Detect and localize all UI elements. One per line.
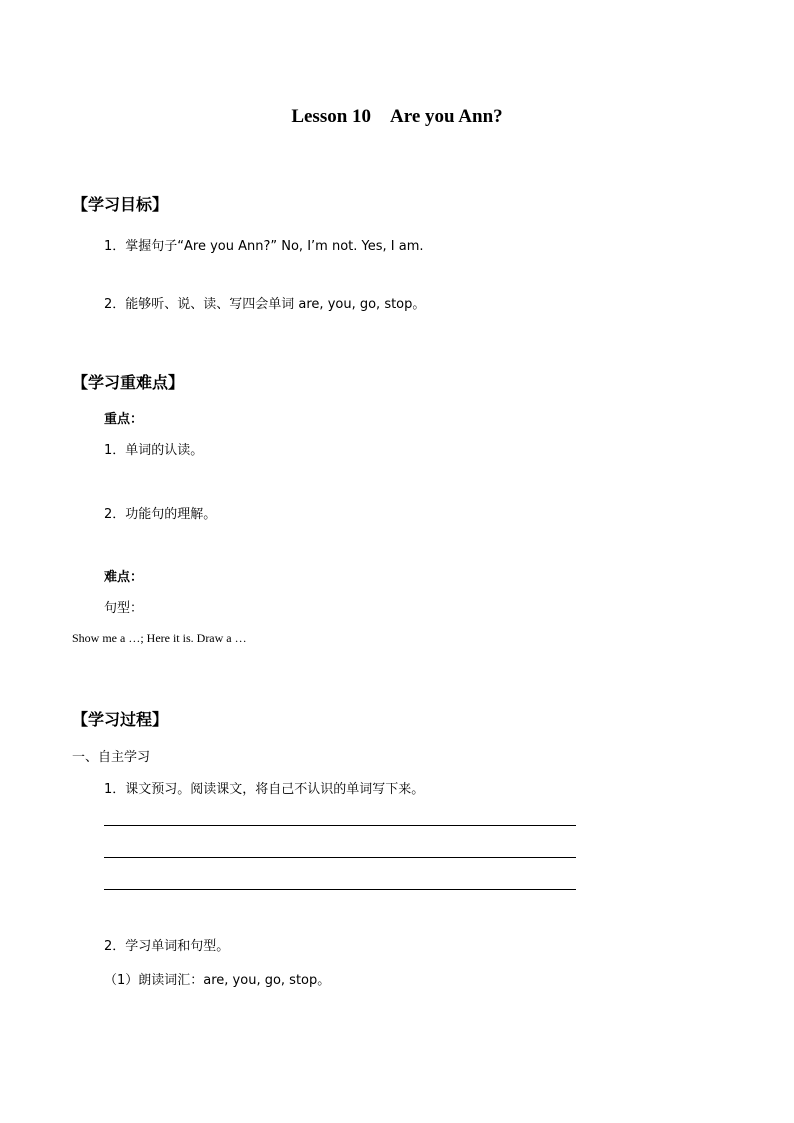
part-one-heading: 一、自主学习 [72,750,151,765]
step-2-sub-1: （1）朗读词汇：are, you, go, stop。 [104,973,331,988]
focus-item-2: 2．功能句的理解。 [104,507,217,522]
pattern-label: 句型： [104,601,144,616]
answer-line-3[interactable] [104,889,576,890]
answer-line-1[interactable] [104,825,576,826]
focus-label: 重点： [104,412,144,427]
section-heading-key-points: 【学习重难点】 [72,373,185,392]
focus-item-1: 1．单词的认读。 [104,443,204,458]
goal-item-2: 2．能够听、说、读、写四会单词 are, you, go, stop。 [104,297,426,312]
step-2-text: 2．学习单词和句型。 [104,939,230,954]
page-title: Lesson 10 Are you Ann? [291,106,503,127]
answer-line-2[interactable] [104,857,576,858]
pattern-text: Show me a …; Here it is. Draw a … [72,631,247,645]
step-1-text: 1．课文预习。阅读课文，将自己不认识的单词写下来。 [104,782,425,797]
section-heading-process: 【学习过程】 [72,710,169,729]
goal-item-1: 1．掌握句子“Are you Ann?” No, I’m not. Yes, I am. [104,239,424,254]
difficulty-label: 难点： [104,570,144,585]
section-heading-goals: 【学习目标】 [72,195,169,214]
